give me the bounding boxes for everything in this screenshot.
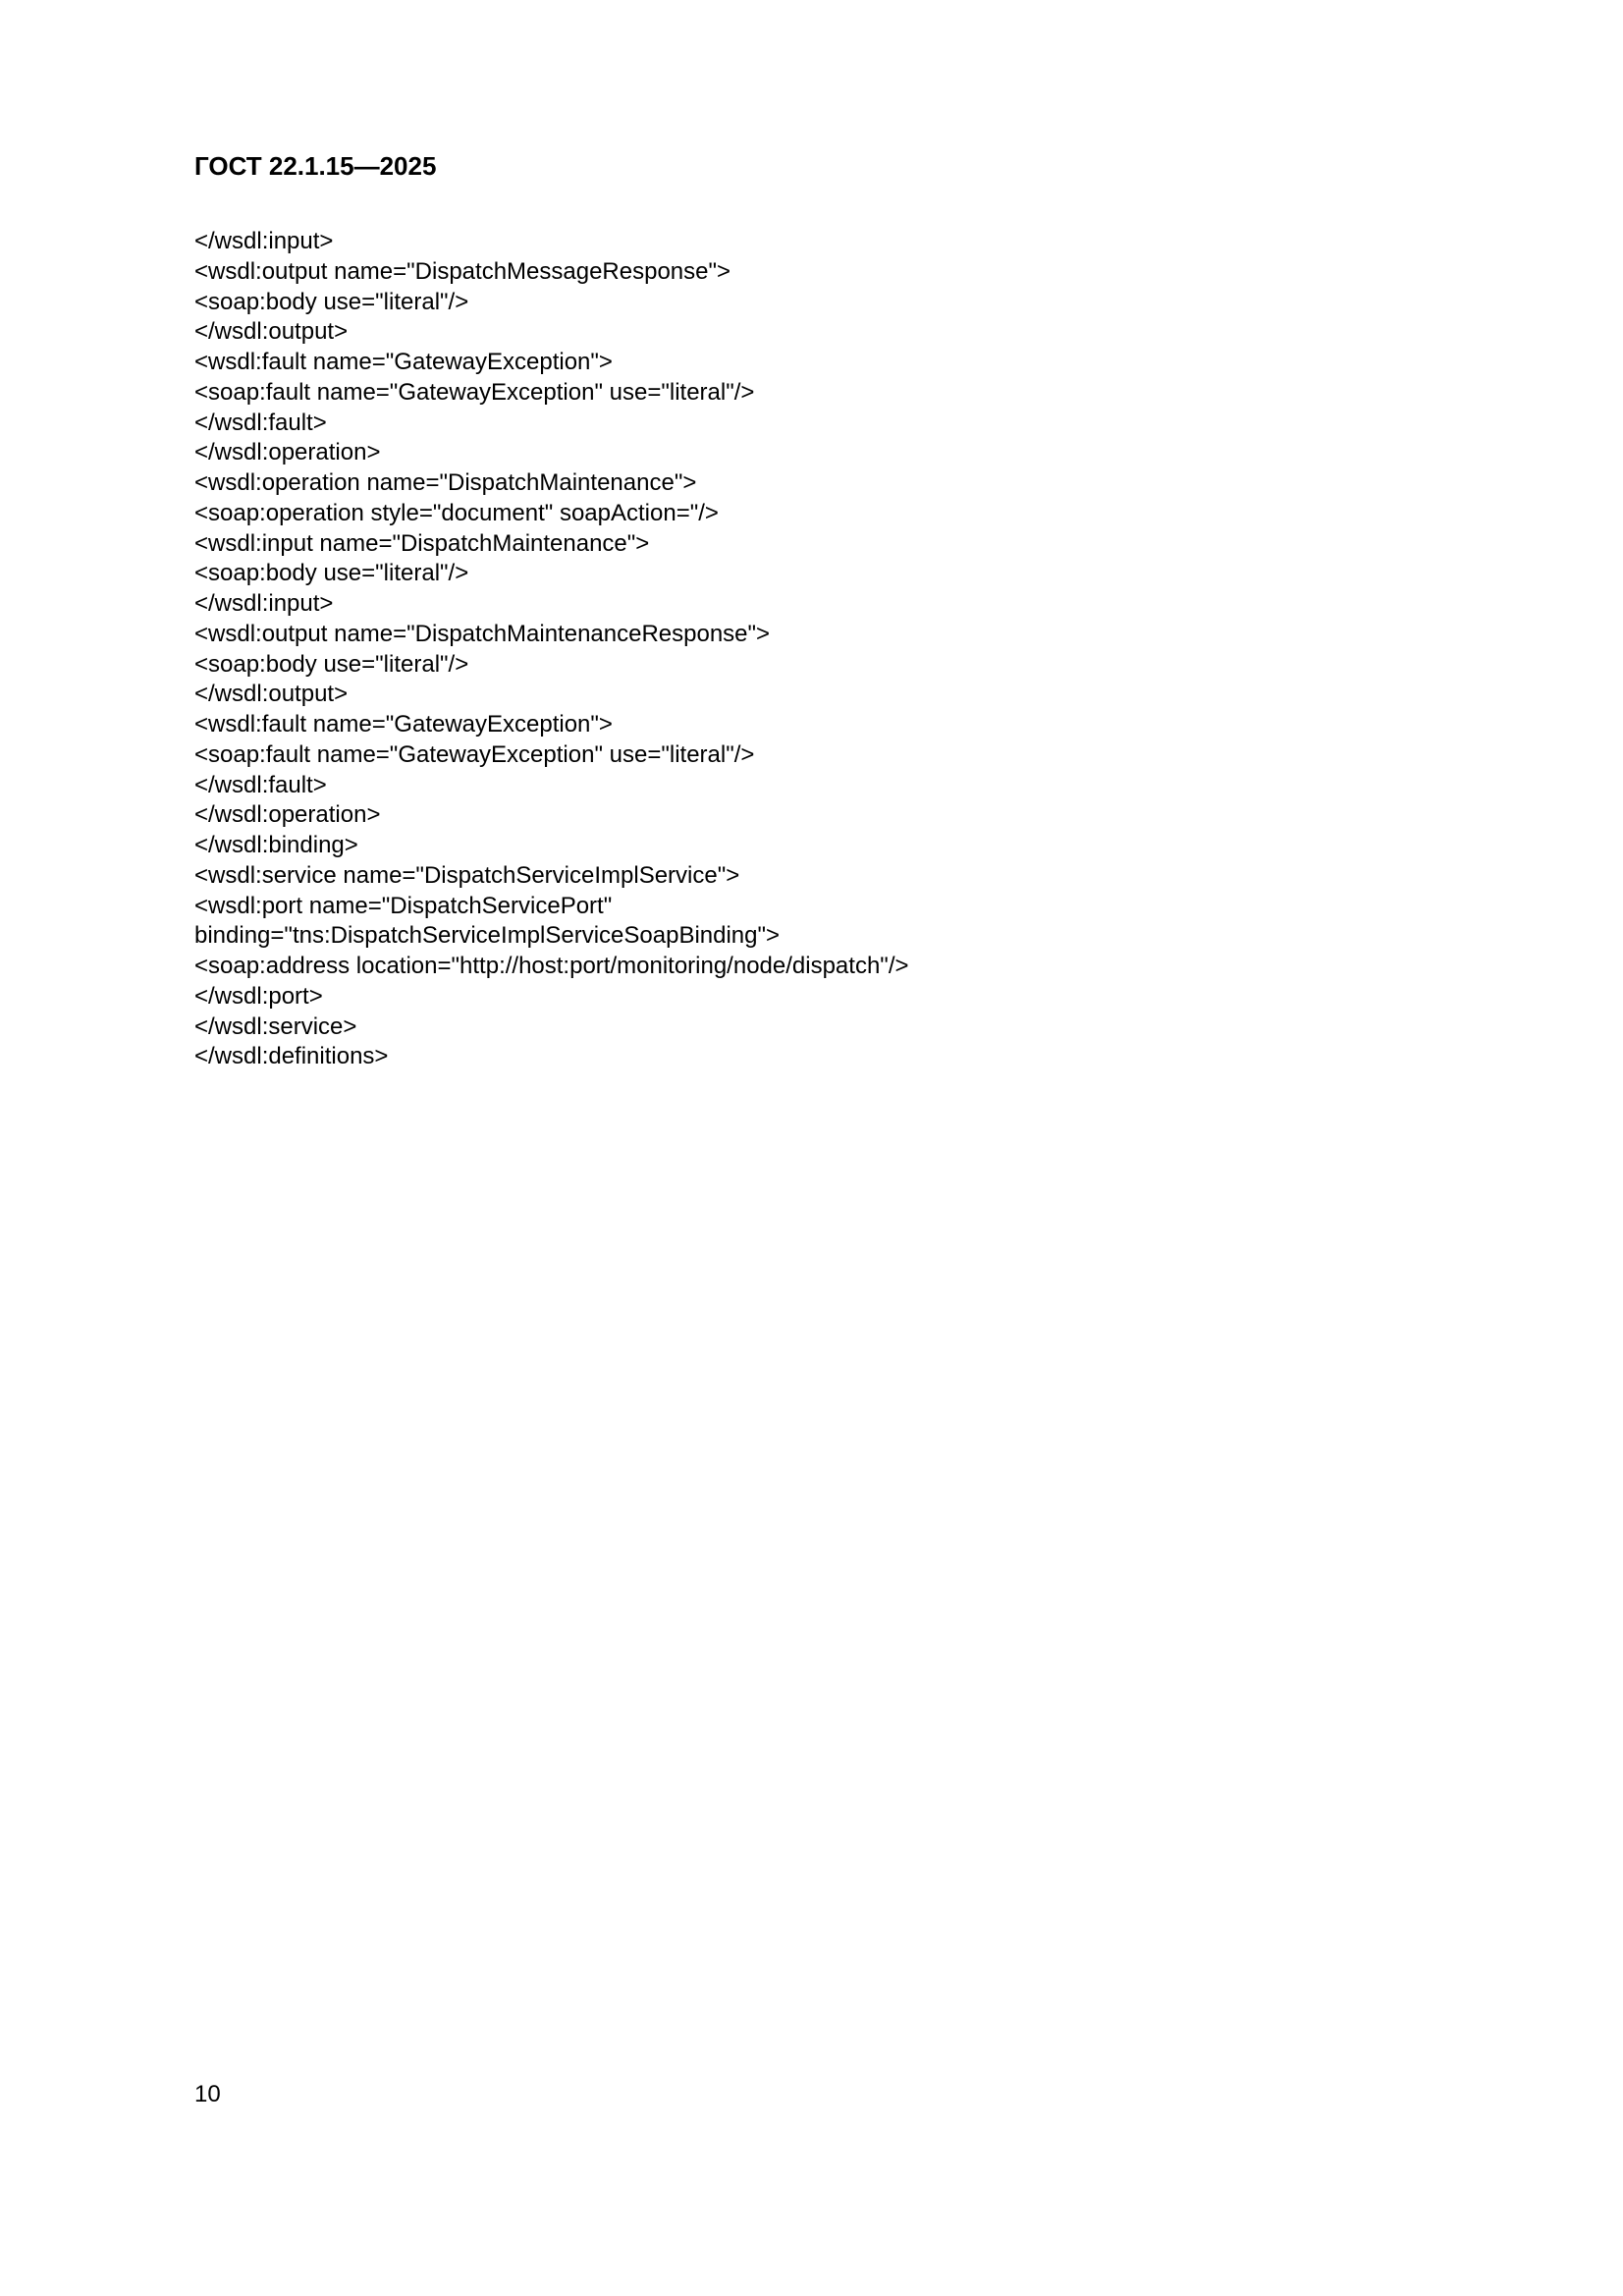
code-line: </wsdl:input> bbox=[194, 590, 334, 617]
code-line: <soap:operation style="document" soapAction="/> bbox=[194, 499, 719, 526]
code-line: <soap:fault name="GatewayException" use="literal"/> bbox=[194, 740, 755, 768]
code-line: </wsdl:operation> bbox=[194, 801, 381, 829]
code-line: <soap:body use="literal"/> bbox=[194, 288, 469, 315]
code-line: <soap:body use="literal"/> bbox=[194, 650, 469, 678]
code-line: <wsdl:output name="DispatchMaintenanceResponse"> bbox=[194, 620, 771, 647]
code-line: <soap:fault name="GatewayException" use="literal"/> bbox=[194, 378, 755, 406]
code-line: </wsdl:output> bbox=[194, 681, 349, 708]
code-line: </wsdl:port> bbox=[194, 982, 323, 1010]
code-line: <wsdl:service name="DispatchServiceImplService"> bbox=[194, 861, 740, 889]
code-line: </wsdl:fault> bbox=[194, 771, 327, 798]
code-line: </wsdl:service> bbox=[194, 1012, 357, 1040]
code-line: <wsdl:input name="DispatchMaintenance"> bbox=[194, 529, 650, 557]
code-line: </wsdl:definitions> bbox=[194, 1043, 389, 1070]
code-line: </wsdl:input> bbox=[194, 228, 334, 254]
code-line: <wsdl:port name="DispatchServicePort" bbox=[194, 892, 613, 919]
code-line: <soap:body use="literal"/> bbox=[194, 560, 469, 587]
code-listing bbox=[194, 227, 1422, 1072]
document-header: ГОСТ 22.1.15—2025 bbox=[194, 151, 437, 181]
code-line: </wsdl:operation> bbox=[194, 439, 381, 466]
code-line: <wsdl:fault name="GatewayException"> bbox=[194, 711, 613, 738]
code-line: binding="tns:DispatchServiceImplServiceSoapBinding"> bbox=[194, 922, 781, 950]
page-number: 10 bbox=[194, 2081, 221, 2107]
code-line: <wsdl:output name="DispatchMessageResponse"> bbox=[194, 257, 731, 285]
code-line: <soap:address location="http://host:port/monitoring/node/dispatch"/> bbox=[194, 953, 909, 979]
code-line: <wsdl:operation name="DispatchMaintenance"> bbox=[194, 469, 697, 496]
code-line: </wsdl:fault> bbox=[194, 409, 327, 436]
code-line: </wsdl:binding> bbox=[194, 832, 358, 858]
code-line: </wsdl:output> bbox=[194, 318, 349, 346]
code-line: <wsdl:fault name="GatewayException"> bbox=[194, 349, 613, 375]
